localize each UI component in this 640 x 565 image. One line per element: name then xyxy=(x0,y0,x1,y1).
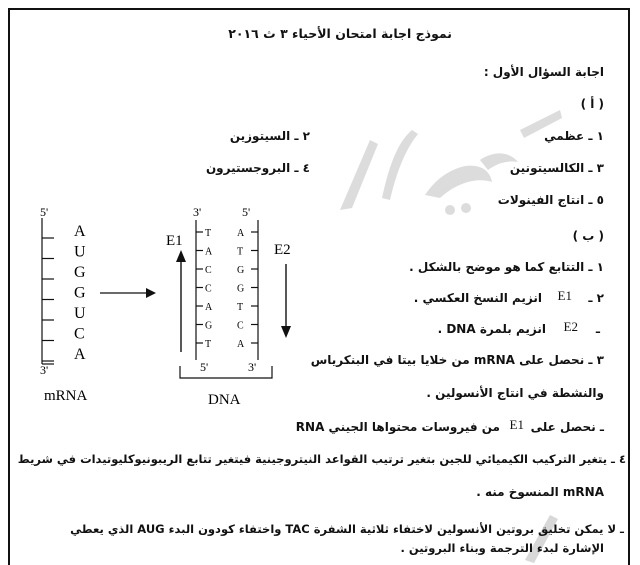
answer-a2: ٢ ـ السيتوزين xyxy=(229,129,310,143)
answer-b7: ٤ ـ يتغير التركيب الكيميائي للجين بتغير ترتيب القواعد النيتروجينية فيتغير تتابع الريبونيوكليوتيدات في شريط xyxy=(17,452,626,466)
mrna-base: U xyxy=(74,305,86,322)
answer-b10: الإشارة لبدء الترجمة وبناء البروتين . xyxy=(400,541,604,555)
dna-left-base: T xyxy=(205,339,212,350)
dna-right-base: T xyxy=(237,302,244,313)
e2-arrow xyxy=(281,264,291,338)
page-title: نموذج اجابة امتحان الأحياء ٣ ث ٢٠١٦ xyxy=(228,26,452,41)
answer-a1: ١ ـ عظمي xyxy=(544,129,604,143)
mrna-five-prime: 5' xyxy=(40,205,49,219)
mrna-base: A xyxy=(74,223,86,240)
part-a-label: ( أ ) xyxy=(580,97,604,111)
answer-b8: mRNA المنسوخ منه . xyxy=(476,485,604,499)
answer-b2-text: انزيم النسخ العكسي . xyxy=(413,291,542,305)
answer-b5: والنشطة في انتاج الأنسولين . xyxy=(426,386,604,400)
mrna-base: G xyxy=(74,284,86,302)
answer-b3-dash: ـ xyxy=(595,322,600,336)
dna-right-base: A xyxy=(237,339,245,350)
dna-left-base: T xyxy=(205,228,212,239)
answer-a5: ٥ ـ انتاج الفينولات xyxy=(497,193,604,207)
dna-right-base: T xyxy=(237,246,244,258)
dna-left-base: C xyxy=(205,265,212,276)
mrna-base: G xyxy=(74,264,86,281)
answer-b3-symbol: E2 xyxy=(563,319,578,334)
answer-b3-text: انزيم بلمرة DNA . xyxy=(437,322,546,336)
e2-label: E2 xyxy=(274,242,291,258)
dna-double-strand xyxy=(180,205,272,378)
answer-b6-pre: ـ نحصل على xyxy=(530,420,604,434)
dna-right-five-prime: 5' xyxy=(242,205,251,219)
dna-left-base: G xyxy=(205,320,213,332)
dna-right-base: G xyxy=(237,265,245,276)
dna-left-base: A xyxy=(205,302,213,313)
dna-left-five-prime: 5' xyxy=(200,360,209,374)
dna-left-base: C xyxy=(205,283,212,295)
e1-label: E1 xyxy=(166,233,183,249)
answer-a3: ٣ ـ الكالسيتونين xyxy=(509,161,604,175)
answer-a4: ٤ ـ البروجستيرون xyxy=(205,161,310,175)
mrna-base: A xyxy=(74,346,86,363)
mrna-three-prime: 3' xyxy=(40,363,49,377)
answer-b6-symbol: E1 xyxy=(509,417,524,432)
answer-b4: ٣ ـ نحصل على mRNA من خلايا بيتا في البنكرياس xyxy=(310,353,604,367)
mrna-strand xyxy=(40,205,86,377)
process-arrow xyxy=(100,288,156,298)
answer-b2-num: ٢ ـ xyxy=(588,291,604,305)
dna-left-three-prime: 3' xyxy=(193,205,202,219)
dna-left-base: A xyxy=(205,246,213,258)
dna-right-base: C xyxy=(237,320,244,332)
dna-right-base: A xyxy=(237,228,245,239)
dna-right-base: G xyxy=(237,283,245,295)
dna-right-three-prime: 3' xyxy=(248,360,257,374)
answer-b2-symbol: E1 xyxy=(557,288,572,303)
mrna-label: mRNA xyxy=(44,388,88,404)
question-one-heading: اجابة السؤال الأول : xyxy=(483,65,604,79)
part-b-label: ( ب ) xyxy=(572,229,604,243)
mrna-base: C xyxy=(74,325,85,343)
answer-b1: ١ ـ التتابع كما هو موضح بالشكل . xyxy=(409,260,604,274)
e1-arrow xyxy=(176,250,186,352)
mrna-base: U xyxy=(74,243,86,261)
dna-label: DNA xyxy=(208,392,241,408)
answer-b6-post: من فيروسات محتواها الجيني RNA xyxy=(295,420,500,434)
answer-b9: ـ لا يمكن تخليق بروتين الأنسولين لاختفاء ثلاثية الشفرة TAC واختفاء كودون البدء AUG الذي يعطي xyxy=(70,522,624,536)
